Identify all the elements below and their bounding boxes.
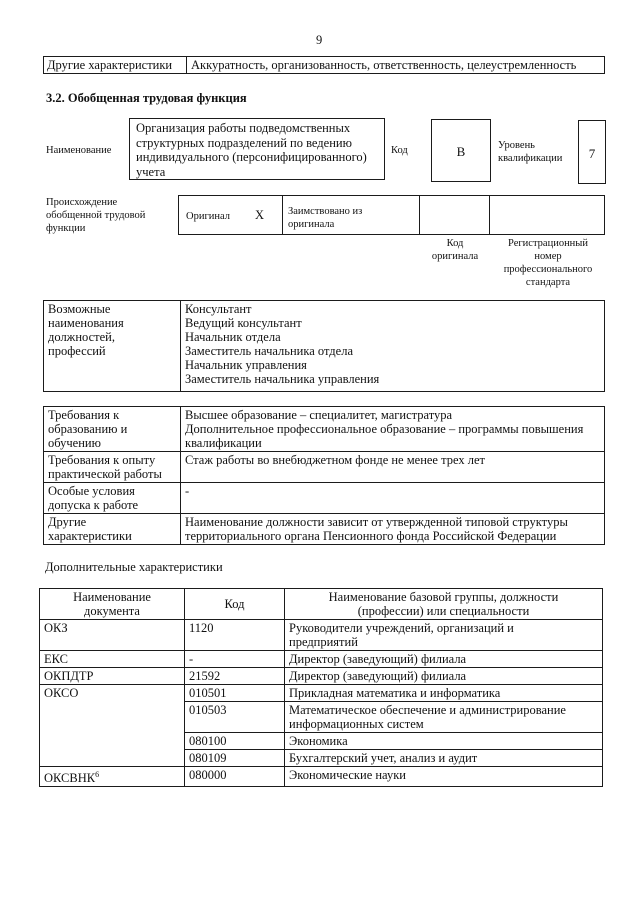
reg-number-caption: Регистрационный номер профессионального стандарта xyxy=(503,238,593,288)
row-code: 21592 xyxy=(185,668,285,685)
row-name: Директор (заведующий) филиала xyxy=(285,668,603,685)
row-name: Бухгалтерский учет, анализ и аудит xyxy=(285,750,603,767)
borrowed-label: Заимствовано из оригинала xyxy=(288,206,363,230)
function-name-value: Организация работы подведомственных структурных подразделений по ведению индивидуального (персонифицированного) учета xyxy=(136,121,367,179)
code-label: Код xyxy=(391,145,408,156)
row-doc: ОКЗ xyxy=(40,620,185,651)
additional-table xyxy=(39,588,603,787)
origin-box xyxy=(178,195,605,235)
header-document: Наименование документа xyxy=(40,589,185,620)
code-value: B xyxy=(456,144,466,159)
row-code: 080109 xyxy=(185,750,285,767)
positions-list xyxy=(181,301,605,392)
row-doc: ЕКС xyxy=(40,651,185,668)
row-doc: ОКПДТР xyxy=(40,668,185,685)
row-code: - xyxy=(185,651,285,668)
req-experience-label: Требования к опыту практической работы xyxy=(44,452,181,483)
row-doc: ОКСО xyxy=(40,685,185,767)
req-special-label: Особые условия допуска к работе xyxy=(44,483,181,514)
positions-label: Возможные наименования должностей, профессий xyxy=(44,301,181,392)
requirements-table xyxy=(43,406,605,545)
req-special-value: - xyxy=(181,483,605,514)
row-name: Экономика xyxy=(285,733,603,750)
original-label: Оригинал xyxy=(186,211,230,222)
position-item: Ведущий консультант xyxy=(185,316,302,330)
req-education-value: Высшее образование – специалитет, магистратура Дополнительное профессиональное образование – программы повышения квалификации xyxy=(181,407,605,452)
footnote-mark: 6 xyxy=(95,770,100,779)
header-code: Код xyxy=(185,589,285,620)
level-box xyxy=(578,120,606,184)
positions-table xyxy=(43,300,605,392)
row-doc-text: ОКСВНК xyxy=(44,771,96,786)
row-code: 010501 xyxy=(185,685,285,702)
header-group-name: Наименование базовой группы, должности (профессии) или специальности xyxy=(285,589,603,620)
row-code: 080000 xyxy=(185,767,285,787)
section-title: 3.2. Обобщенная трудовая функция xyxy=(46,91,247,105)
table-row xyxy=(40,685,603,702)
origin-label: Происхождение обобщенной трудовой функции xyxy=(46,197,146,234)
page-number: 9 xyxy=(316,33,323,47)
row-name: Прикладная математика и информатика xyxy=(285,685,603,702)
original-mark: X xyxy=(255,208,265,222)
req-other-value: Наименование должности зависит от утвержденной типовой структуры территориального органа Пенсионного фонда Российской Федерации xyxy=(181,514,605,545)
code-original-caption: Код оригинала xyxy=(431,238,479,262)
position-item: Заместитель начальника отдела xyxy=(185,344,353,358)
code-box xyxy=(431,119,491,182)
table-row xyxy=(40,651,603,668)
position-item: Заместитель начальника управления xyxy=(185,372,380,386)
row-code: 080100 xyxy=(185,733,285,750)
name-label: Наименование xyxy=(46,145,112,156)
req-education-label: Требования к образованию и обучению xyxy=(44,407,181,452)
table-row xyxy=(40,668,603,685)
row-code: 010503 xyxy=(185,702,285,733)
position-item: Консультант xyxy=(185,302,252,316)
req-experience-value: Стаж работы во внебюджетном фонде не менее трех лет xyxy=(181,452,605,483)
top-row-label: Другие характеристики xyxy=(44,57,187,74)
position-item: Начальник управления xyxy=(185,358,307,372)
row-name: Математическое обеспечение и администрирование информационных систем xyxy=(285,702,603,733)
level-label: Уровень квалификации xyxy=(498,140,563,164)
row-doc xyxy=(40,767,185,787)
top-row-value: Аккуратность, организованность, ответственность, целеустремленность xyxy=(187,57,605,74)
req-other-label: Другие характеристики xyxy=(44,514,181,545)
function-name-box xyxy=(129,118,385,180)
row-code: 1120 xyxy=(185,620,285,651)
position-item: Начальник отдела xyxy=(185,330,281,344)
level-value: 7 xyxy=(588,146,596,161)
additional-title: Дополнительные характеристики xyxy=(45,560,223,574)
row-name: Директор (заведующий) филиала xyxy=(285,651,603,668)
table-row xyxy=(40,767,603,787)
top-characteristics-row xyxy=(43,56,605,74)
row-name: Экономические науки xyxy=(285,767,603,787)
table-row xyxy=(40,620,603,651)
row-name: Руководители учреждений, организаций и предприятий xyxy=(285,620,603,651)
